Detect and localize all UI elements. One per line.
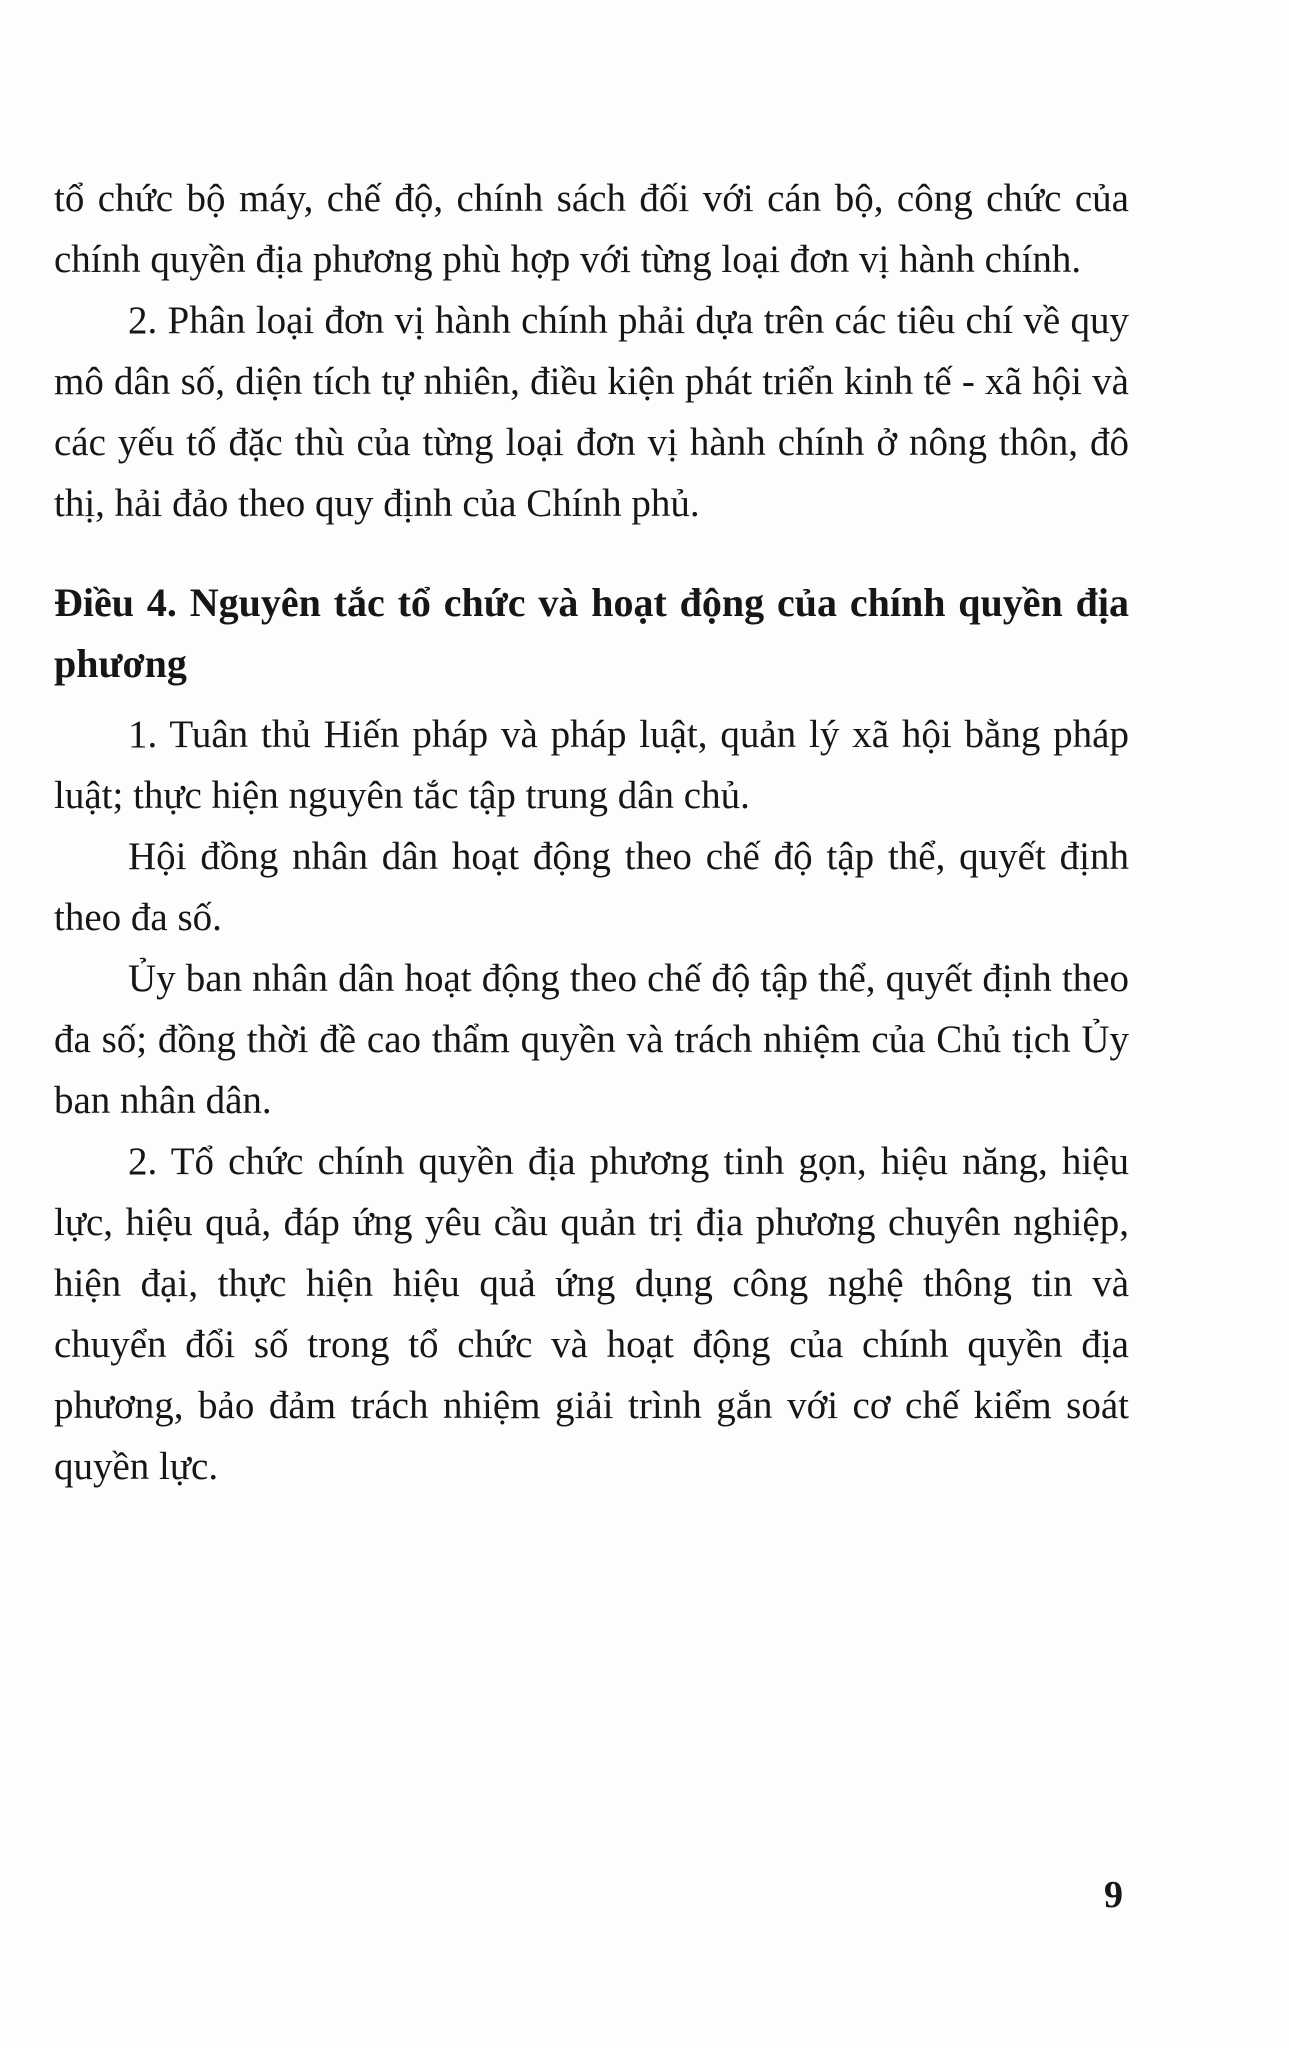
paragraph-continuation: tổ chức bộ máy, chế độ, chính sách đối với cán bộ, công chức của chính quyền địa phương phù hợp với từng loại đơn vị hành chính.	[54, 177, 1129, 281]
paragraph-item-2: 2. Phân loại đơn vị hành chính phải dựa trên các tiêu chí về quy mô dân số, diện tích tự nhiên, điều kiện phát triển kinh tế - xã hội và các yếu tố đặc thù của từng loại đơn vị hành chính ở nông thôn, đô thị, hải đảo theo quy định của Chính phủ.	[54, 299, 1129, 525]
paragraph-item-2-organization: 2. Tổ chức chính quyền địa phương tinh gọn, hiệu năng, hiệu lực, hiệu quả, đáp ứng yêu cầu quản trị địa phương chuyên nghiệp, hiện đại, thực hiện hiệu quả ứng dụng công nghệ thông tin và chuyển đổi số trong tổ chức và hoạt động của chính quyền địa phương, bảo đảm trách nhiệm giải trình gắn với cơ chế kiểm soát quyền lực.	[54, 1140, 1129, 1488]
page-number: 9	[1104, 1874, 1123, 1916]
paragraph-council: Hội đồng nhân dân hoạt động theo chế độ tập thể, quyết định theo đa số.	[54, 835, 1129, 939]
page-body	[54, 168, 1129, 1497]
paragraph-item-1: 1. Tuân thủ Hiến pháp và pháp luật, quản lý xã hội bằng pháp luật; thực hiện nguyên tắc tập trung dân chủ.	[54, 713, 1129, 817]
paragraph-committee: Ủy ban nhân dân hoạt động theo chế độ tập thể, quyết định theo đa số; đồng thời đề cao thẩm quyền và trách nhiệm của Chủ tịch Ủy ban nhân dân.	[54, 957, 1129, 1122]
article-heading: Điều 4. Nguyên tắc tổ chức và hoạt động của chính quyền địa phương	[54, 580, 1129, 686]
